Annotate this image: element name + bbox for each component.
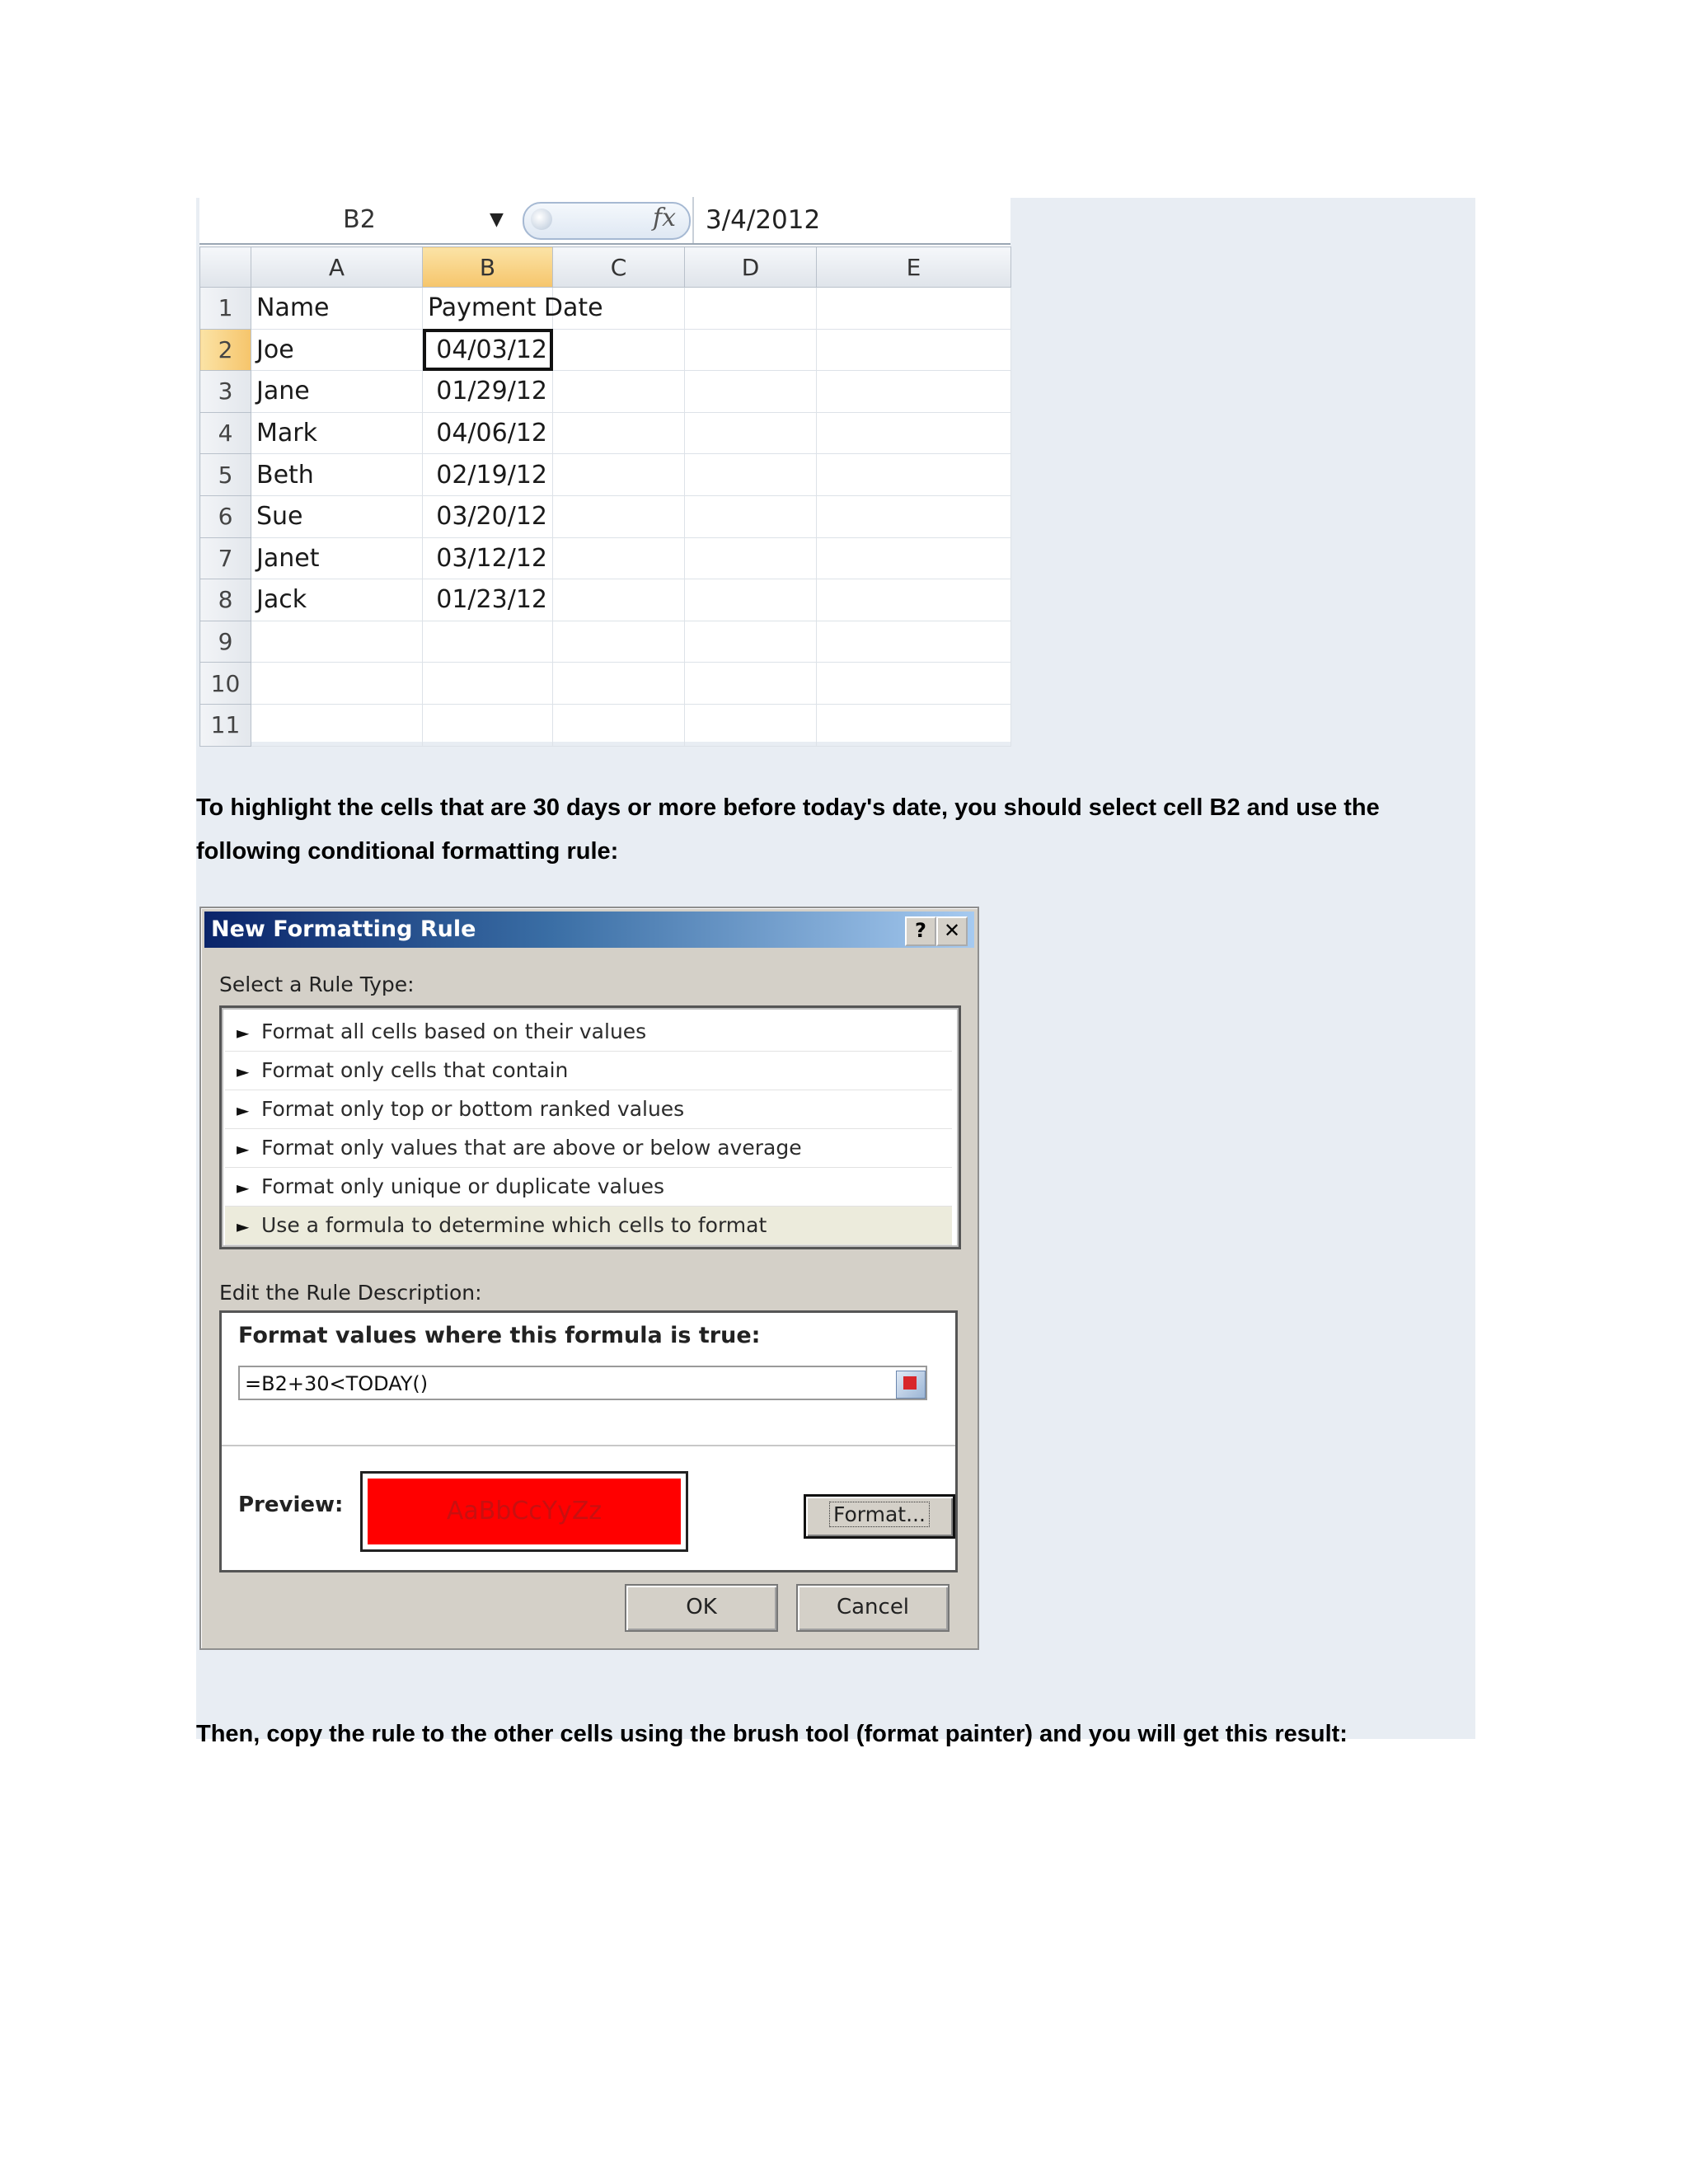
cell-c[interactable]	[553, 704, 685, 746]
rule-type-label: Use a formula to determine which cells to format	[261, 1213, 767, 1237]
cell-a[interactable]	[251, 663, 423, 705]
cell-d[interactable]	[685, 288, 817, 330]
rule-type-label: Format only cells that contain	[261, 1058, 569, 1082]
triangle-right-icon: ►	[237, 1023, 250, 1043]
cell-e[interactable]	[817, 412, 1011, 454]
row-header[interactable]: 1	[200, 288, 251, 330]
formula-field[interactable]: =B2+30<TODAY()	[238, 1366, 927, 1400]
cell-d[interactable]	[685, 704, 817, 746]
cell-c[interactable]	[553, 412, 685, 454]
row-header[interactable]: 3	[200, 371, 251, 413]
row-header[interactable]: 11	[200, 704, 251, 746]
triangle-right-icon: ►	[237, 1178, 250, 1197]
cell-a[interactable]: Beth	[251, 454, 423, 496]
row-header[interactable]: 5	[200, 454, 251, 496]
cell-b[interactable]: 01/29/12	[423, 371, 553, 413]
row-header[interactable]: 4	[200, 412, 251, 454]
excel-spreadsheet	[199, 197, 1010, 742]
resize-knob-icon	[531, 209, 552, 230]
cell-e[interactable]	[817, 621, 1011, 663]
rule-type-label: Format all cells based on their values	[261, 1019, 647, 1043]
rule-type-item[interactable]	[225, 1013, 952, 1052]
cell-a[interactable]: Sue	[251, 495, 423, 537]
cell-e[interactable]	[817, 288, 1011, 330]
cell-b[interactable]	[423, 621, 553, 663]
instruction-paragraph: To highlight the cells that are 30 days or more before today's date, you should select cell B2 and use the following conditional formatting rule:	[196, 794, 1380, 865]
collapse-dialog-button[interactable]	[896, 1371, 926, 1399]
cell-b[interactable]: 04/06/12	[423, 412, 553, 454]
row-header[interactable]: 7	[200, 537, 251, 579]
table-row	[200, 288, 1011, 330]
range-select-icon	[903, 1376, 917, 1390]
formula-bar	[199, 197, 1010, 245]
cell-grid	[199, 246, 1011, 747]
cell-a[interactable]: Name	[251, 288, 423, 330]
column-header-a[interactable]: A	[251, 247, 423, 288]
table-row	[200, 412, 1011, 454]
triangle-right-icon: ►	[237, 1062, 250, 1081]
column-header-d[interactable]: D	[685, 247, 817, 288]
cell-e[interactable]	[817, 704, 1011, 746]
cell-d[interactable]	[685, 537, 817, 579]
cell-c[interactable]	[553, 495, 685, 537]
cell-a[interactable]	[251, 621, 423, 663]
row-header[interactable]: 10	[200, 663, 251, 705]
row-header[interactable]: 2	[200, 329, 251, 371]
name-box[interactable]: B2	[343, 205, 376, 234]
ok-button[interactable]: OK	[625, 1584, 778, 1632]
row-header[interactable]: 9	[200, 621, 251, 663]
triangle-right-icon: ►	[237, 1216, 250, 1236]
cell-c[interactable]	[553, 621, 685, 663]
triangle-right-icon: ►	[237, 1100, 250, 1120]
preview-box	[360, 1471, 688, 1552]
preview-label: Preview:	[238, 1493, 344, 1517]
chevron-down-icon[interactable]: ▼	[490, 209, 504, 230]
table-row	[200, 704, 1011, 746]
dialog-title: New Formatting Rule	[211, 916, 476, 942]
column-header-row	[200, 247, 1011, 288]
table-row	[200, 329, 1011, 371]
insert-function-icon[interactable]: fx	[653, 204, 677, 232]
cell-b[interactable]	[423, 663, 553, 705]
cell-d[interactable]	[685, 412, 817, 454]
table-row	[200, 495, 1011, 537]
column-header-b[interactable]: B	[423, 247, 553, 288]
cell-b[interactable]: 02/19/12	[423, 454, 553, 496]
table-row	[200, 454, 1011, 496]
rule-type-list	[219, 1005, 961, 1249]
help-button[interactable]: ?	[905, 916, 936, 946]
cell-c[interactable]	[553, 537, 685, 579]
formula-input[interactable]: 3/4/2012	[706, 205, 821, 235]
cell-a[interactable]	[251, 704, 423, 746]
cancel-button[interactable]: Cancel	[796, 1584, 950, 1632]
formula-heading: Format values where this formula is true:	[238, 1323, 761, 1348]
cell-a[interactable]: Janet	[251, 537, 423, 579]
cell-c[interactable]	[553, 454, 685, 496]
close-button[interactable]: ✕	[936, 916, 968, 946]
rule-type-label: Format only values that are above or below average	[261, 1136, 802, 1160]
result-paragraph: Then, copy the rule to the other cells using the brush tool (format painter) and you will get this result:	[196, 1721, 1348, 1747]
cell-e[interactable]	[817, 454, 1011, 496]
cell-a[interactable]: Jane	[251, 371, 423, 413]
cell-e[interactable]	[817, 579, 1011, 621]
table-row	[200, 621, 1011, 663]
cell-e[interactable]	[817, 537, 1011, 579]
cell-a[interactable]: Jack	[251, 579, 423, 621]
table-row	[200, 537, 1011, 579]
cell-d[interactable]	[685, 621, 817, 663]
cell-d[interactable]	[685, 454, 817, 496]
panel-divider	[222, 1445, 955, 1446]
table-row	[200, 663, 1011, 705]
cell-e[interactable]	[817, 663, 1011, 705]
row-header[interactable]: 8	[200, 579, 251, 621]
rule-description-panel	[219, 1310, 958, 1572]
cell-c[interactable]	[553, 371, 685, 413]
cell-d[interactable]	[685, 495, 817, 537]
cell-b[interactable]: 04/03/12	[423, 329, 553, 371]
row-header[interactable]: 6	[200, 495, 251, 537]
select-all-button[interactable]	[200, 247, 251, 288]
cell-b[interactable]: 03/12/12	[423, 537, 553, 579]
cell-e[interactable]	[817, 495, 1011, 537]
rule-type-item[interactable]	[225, 1207, 952, 1245]
cell-c[interactable]	[553, 663, 685, 705]
rule-type-item[interactable]	[225, 1090, 952, 1129]
cell-d[interactable]	[685, 329, 817, 371]
cell-d[interactable]	[685, 371, 817, 413]
cell-d[interactable]	[685, 579, 817, 621]
cell-d[interactable]	[685, 663, 817, 705]
rule-type-item[interactable]	[225, 1129, 952, 1168]
cell-e[interactable]	[817, 329, 1011, 371]
cell-a[interactable]: Mark	[251, 412, 423, 454]
rule-type-item[interactable]	[225, 1052, 952, 1090]
dialog-title-bar[interactable]	[204, 912, 974, 948]
new-formatting-rule-dialog	[199, 907, 979, 1650]
format-button-label: Format...	[829, 1502, 930, 1527]
rule-description-label: Edit the Rule Description:	[219, 1281, 482, 1305]
cell-a[interactable]: Joe	[251, 329, 423, 371]
table-row	[200, 579, 1011, 621]
cell-c[interactable]	[553, 579, 685, 621]
cell-b[interactable]	[423, 704, 553, 746]
cell-b[interactable]: 03/20/12	[423, 495, 553, 537]
column-header-e[interactable]: E	[817, 247, 1011, 288]
rule-type-label: Select a Rule Type:	[219, 972, 415, 996]
column-header-c[interactable]: C	[553, 247, 685, 288]
cell-b[interactable]: Payment Date	[423, 288, 553, 330]
rule-type-label: Format only top or bottom ranked values	[261, 1097, 685, 1121]
table-row	[200, 371, 1011, 413]
cell-c[interactable]	[553, 329, 685, 371]
format-button[interactable]	[804, 1494, 955, 1539]
rule-type-label: Format only unique or duplicate values	[261, 1174, 665, 1198]
formula-bar-divider	[692, 197, 694, 243]
cell-b[interactable]: 01/23/12	[423, 579, 553, 621]
rule-type-item[interactable]	[225, 1168, 952, 1207]
triangle-right-icon: ►	[237, 1139, 250, 1159]
cell-e[interactable]	[817, 371, 1011, 413]
preview-sample: AaBbCcYyZz	[368, 1479, 681, 1544]
